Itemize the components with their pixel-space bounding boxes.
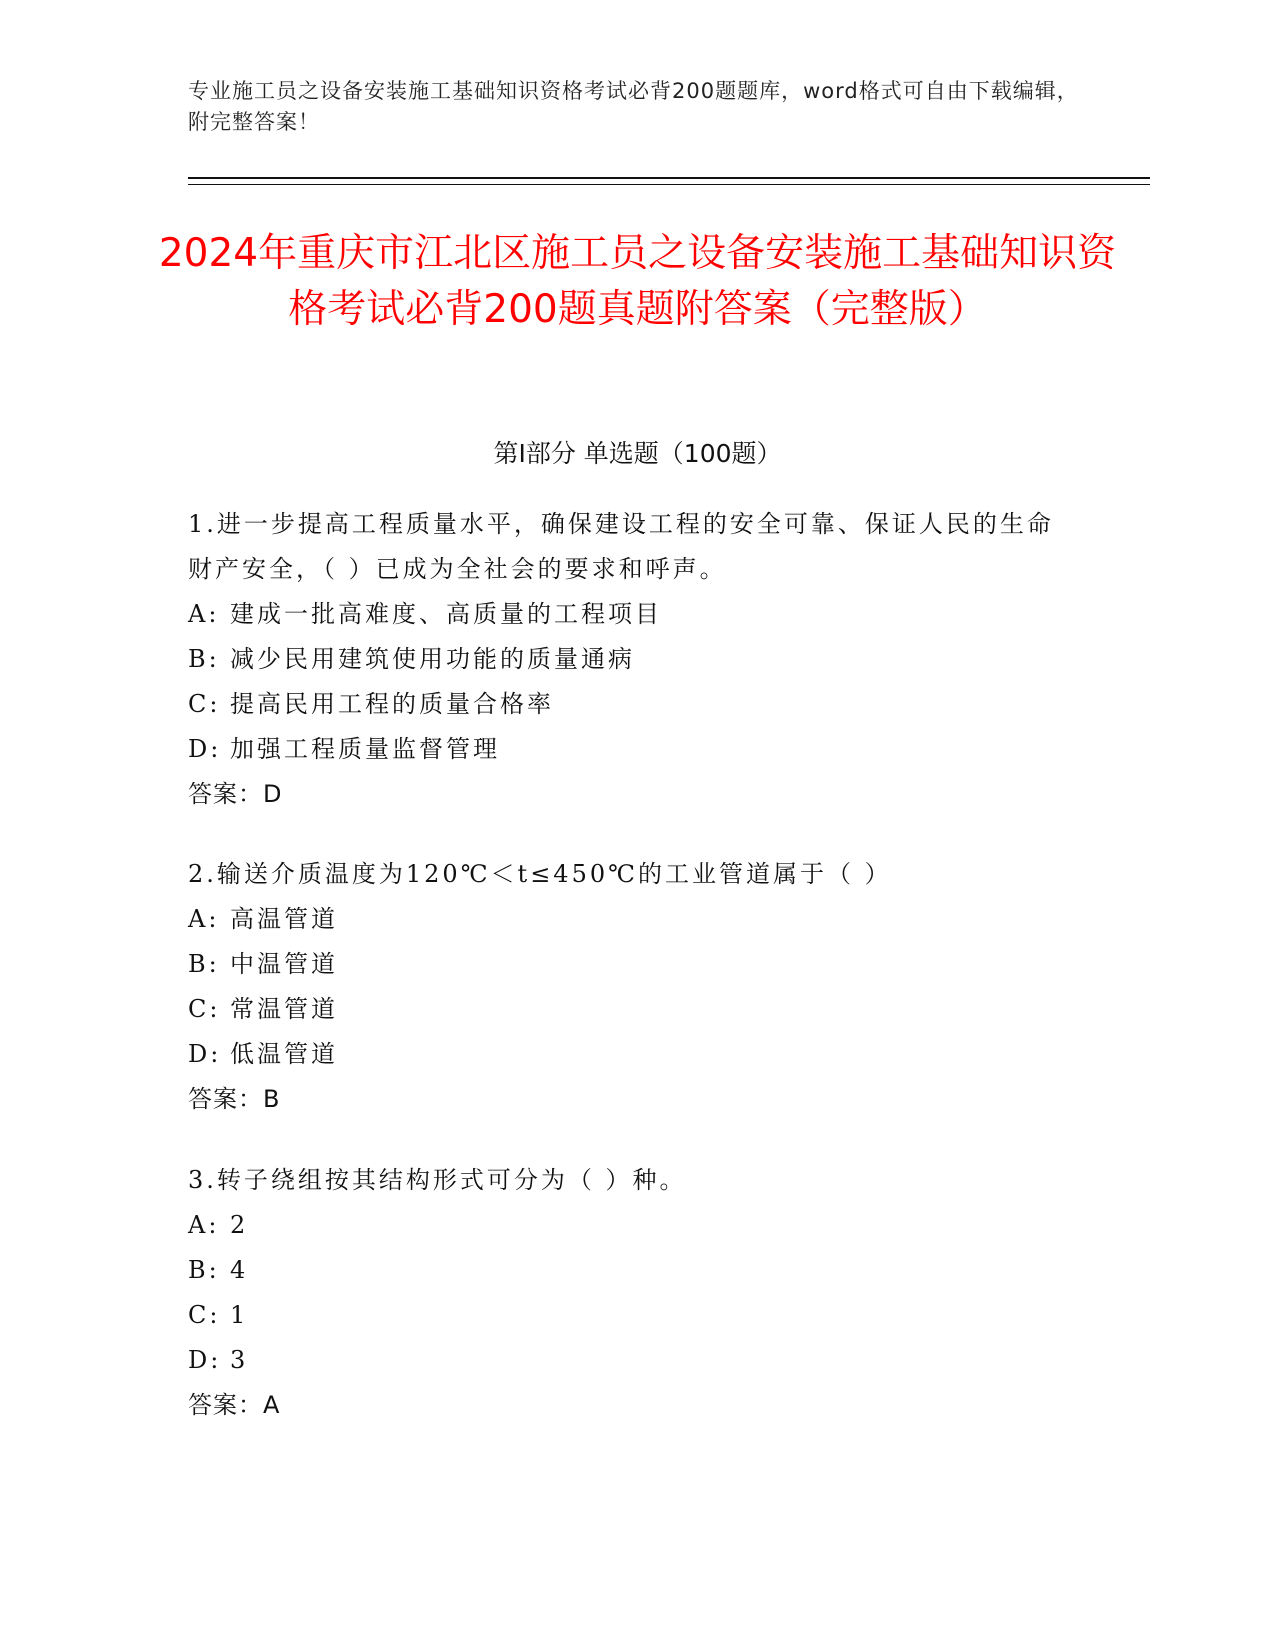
header-divider-thin <box>188 184 1150 185</box>
option-letter: D: <box>188 1346 222 1374</box>
answer-line <box>188 1383 1068 1428</box>
option-text: 3 <box>230 1346 249 1374</box>
option-text: 2 <box>230 1211 249 1239</box>
answer-line <box>188 1077 1068 1122</box>
option-text: 提高民用工程的质量合格率 <box>230 690 554 718</box>
option-text: 中温管道 <box>230 950 338 978</box>
option-a <box>188 1203 1068 1248</box>
question-1 <box>188 502 1068 817</box>
answer-label: 答案： <box>188 780 263 808</box>
option-c <box>188 1293 1068 1338</box>
question-stem: 2.输送介质温度为120℃＜t≤450℃的工业管道属于（ ） <box>188 860 892 888</box>
option-b <box>188 637 1068 682</box>
option-text: 4 <box>230 1256 249 1284</box>
option-c <box>188 987 1068 1032</box>
answer-label: 答案： <box>188 1391 263 1419</box>
option-text: 1 <box>230 1301 249 1329</box>
answer-value: A <box>263 1391 281 1419</box>
option-letter: B: <box>188 950 220 978</box>
option-b <box>188 942 1068 987</box>
option-d <box>188 1032 1068 1077</box>
option-letter: D: <box>188 1040 222 1068</box>
question-stem: 3.转子绕组按其结构形式可分为（ ）种。 <box>188 1166 687 1194</box>
option-letter: C: <box>188 995 221 1023</box>
answer-value: B <box>263 1085 281 1113</box>
question-stem: 1.进一步提高工程质量水平，确保建设工程的安全可靠、保证人民的生命财产安全，（ ）已成为全社会的要求和呼声。 <box>188 510 1054 583</box>
question-3 <box>188 1158 1068 1428</box>
answer-label: 答案： <box>188 1085 263 1113</box>
option-d <box>188 1338 1068 1383</box>
option-letter: B: <box>188 645 220 673</box>
option-text: 常温管道 <box>230 995 338 1023</box>
section-title: 第Ⅰ部分 单选题（100题） <box>493 439 782 468</box>
option-letter: A: <box>188 1211 220 1239</box>
option-text: 减少民用建筑使用功能的质量通病 <box>230 645 635 673</box>
header-divider-thick <box>188 177 1150 179</box>
option-text: 低温管道 <box>230 1040 338 1068</box>
question-2 <box>188 852 1068 1122</box>
option-letter: D: <box>188 735 222 763</box>
option-c <box>188 682 1068 727</box>
option-d <box>188 727 1068 772</box>
option-letter: C: <box>188 690 221 718</box>
document-title: 2024年重庆市江北区施工员之设备安装施工基础知识资格考试必背200题真题附答案（完整版） <box>158 231 1117 332</box>
option-a <box>188 897 1068 942</box>
option-a <box>188 592 1068 637</box>
option-letter: C: <box>188 1301 221 1329</box>
option-letter: B: <box>188 1256 220 1284</box>
option-letter: A: <box>188 600 220 628</box>
option-text: 加强工程质量监督管理 <box>230 735 500 763</box>
option-text: 高温管道 <box>230 905 338 933</box>
header-note: 专业施工员之设备安装施工基础知识资格考试必背200题题库，word格式可自由下载编辑，附完整答案！ <box>188 79 1079 134</box>
option-text: 建成一批高难度、高质量的工程项目 <box>230 600 662 628</box>
option-b <box>188 1248 1068 1293</box>
answer-value: D <box>263 780 283 808</box>
option-letter: A: <box>188 905 220 933</box>
answer-line <box>188 772 1068 817</box>
